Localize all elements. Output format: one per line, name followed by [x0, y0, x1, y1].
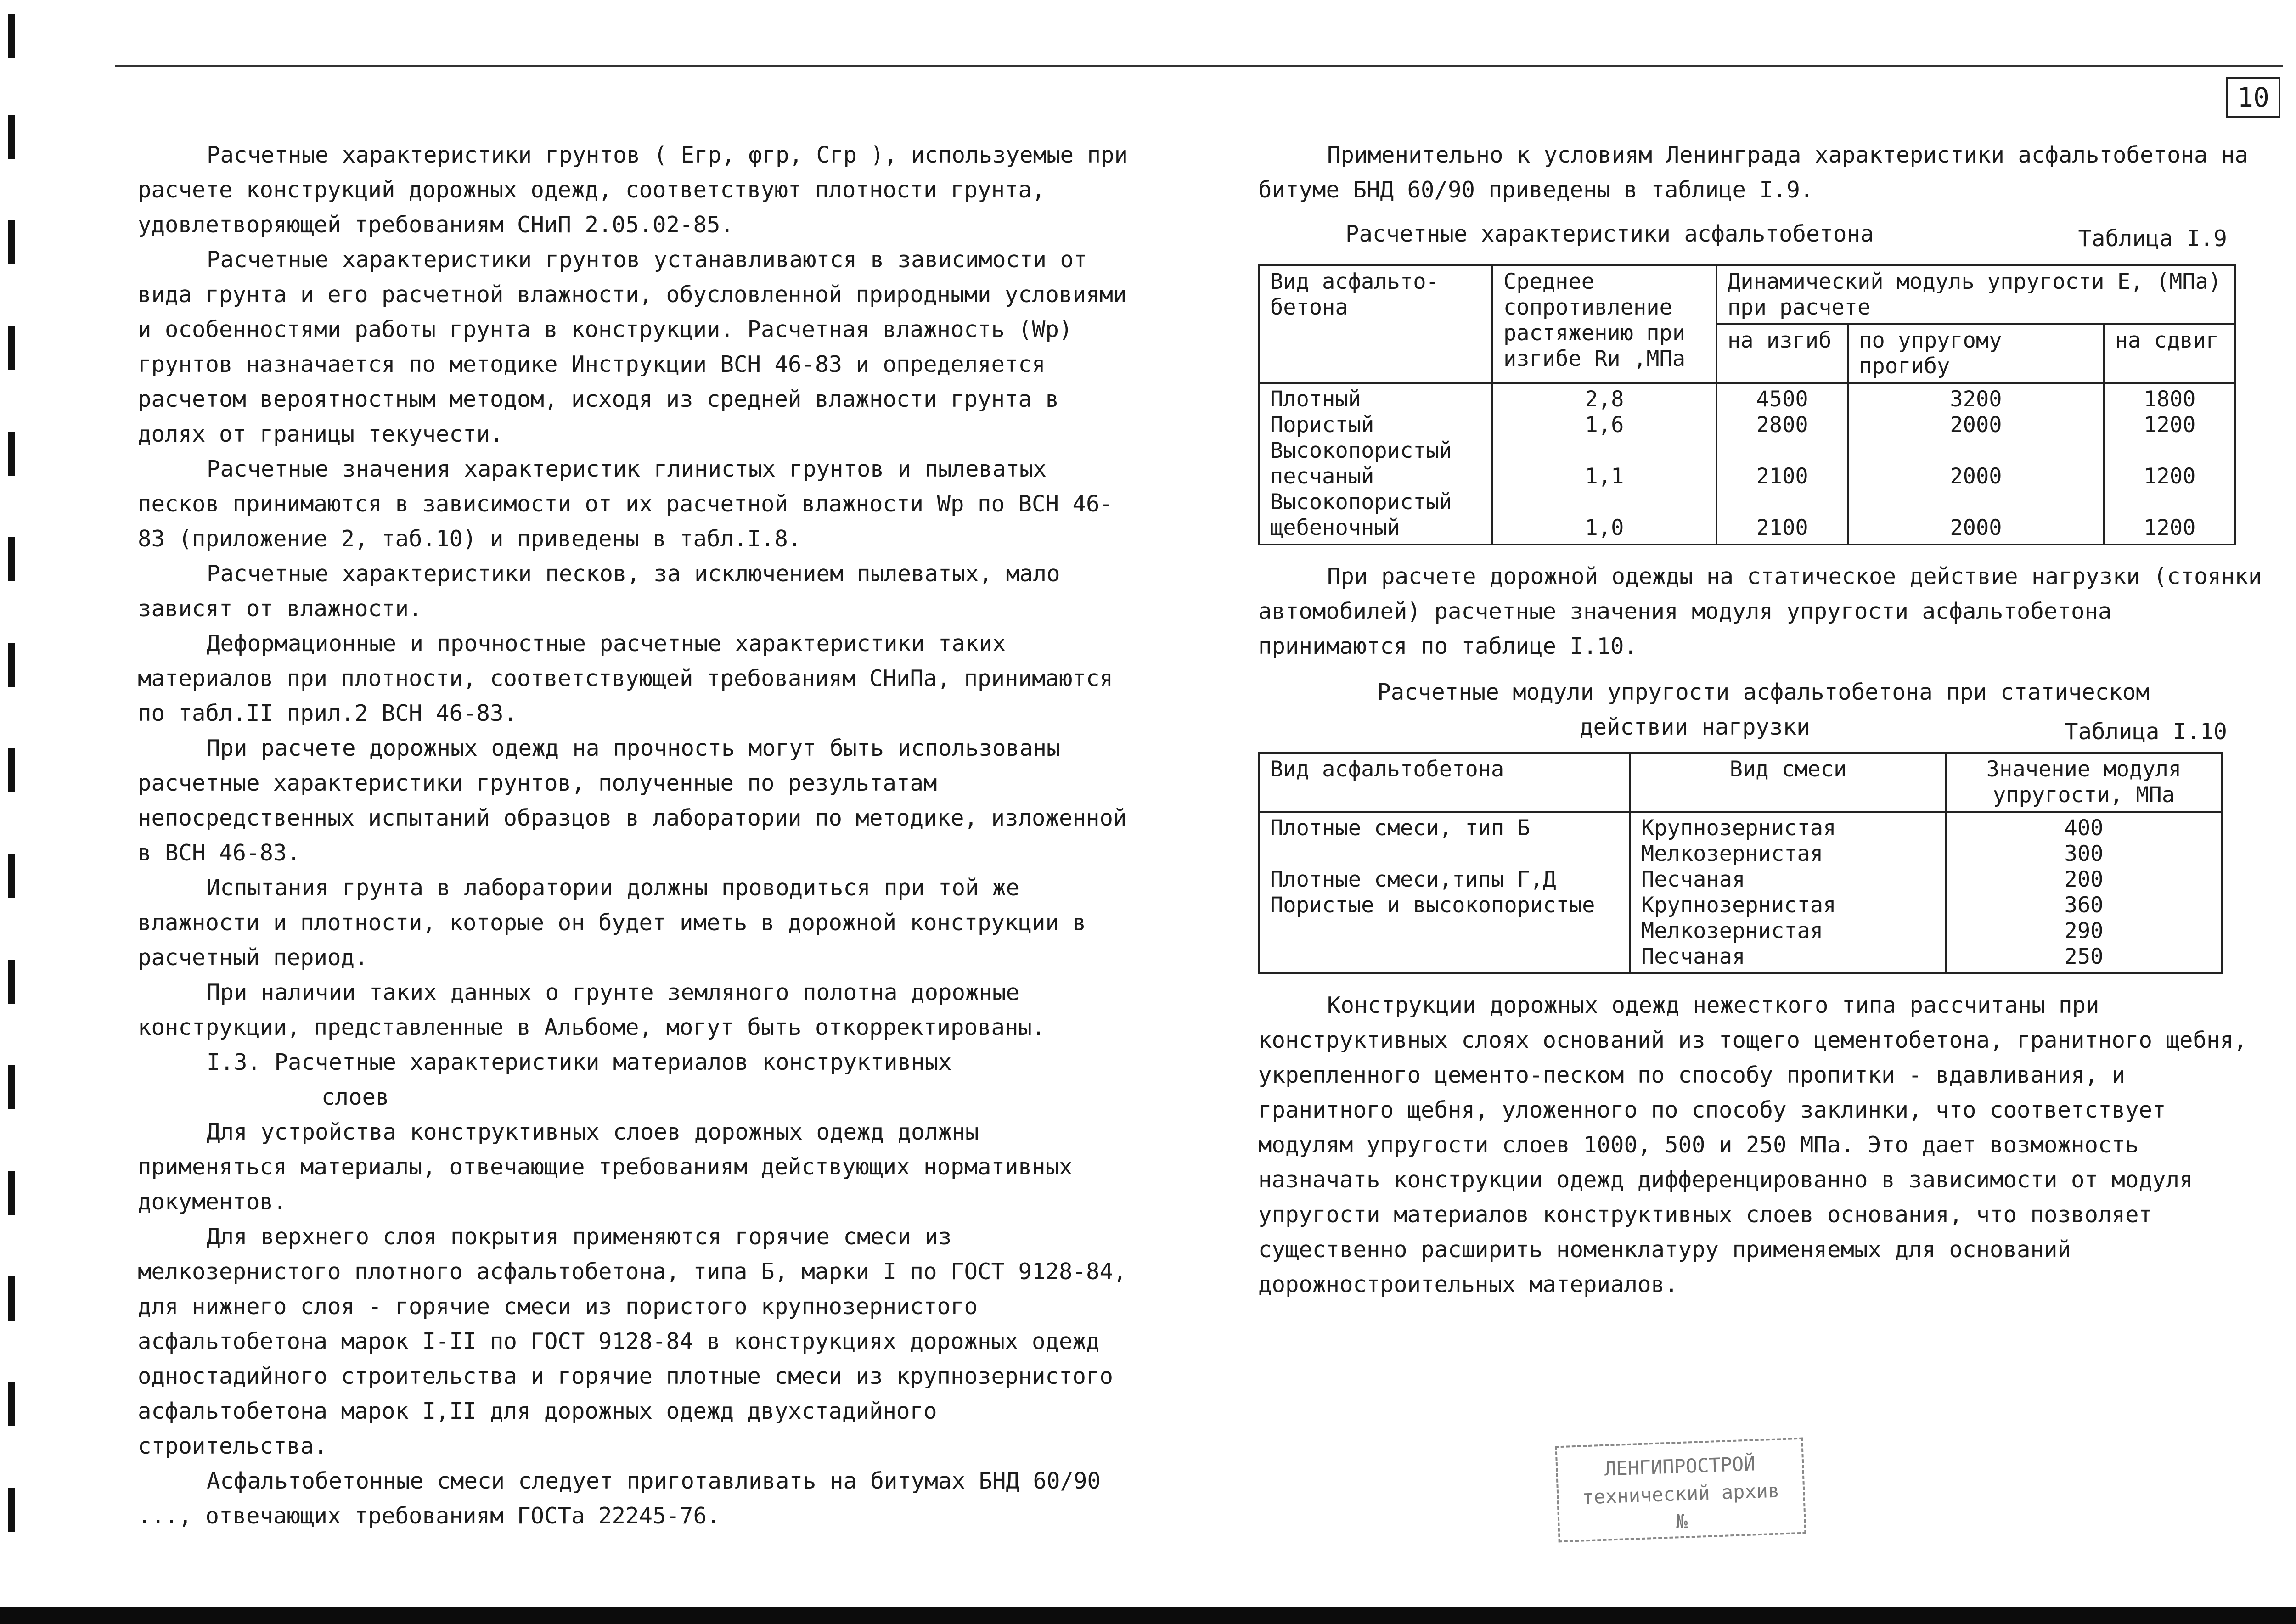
stamp-line: ЛЕНГИПРОСТРОЙ — [1604, 1452, 1756, 1480]
column-subheader: по упругому прогибу — [1848, 324, 2104, 383]
material-name: Пористый — [1270, 412, 1374, 438]
table-cell — [1848, 383, 2104, 545]
column-header: Среднее сопротивление растяжению при изгибе Rи ,МПа — [1492, 265, 1716, 383]
value: 1,6 — [1585, 412, 1624, 438]
binding-hole — [8, 326, 15, 370]
stamp-line: технический архив — [1581, 1479, 1780, 1509]
table-cell — [1716, 383, 1848, 545]
column-subheader: на изгиб — [1716, 324, 1848, 383]
left-column — [138, 138, 1142, 1534]
column-header: Значение модуля упругости, МПа — [1946, 753, 2222, 812]
asphalt-type: Плотные смеси, тип Б — [1270, 815, 1530, 841]
table-label: Таблица I.9 — [2078, 225, 2227, 252]
paragraph: Расчетные значения характеристик глинистых грунтов и пылеватых песков принимаются в зависимости от их расчетной влажности Wр по ВСН 46-83 (приложение 2, таб.10) и приведены в табл.I.8. — [138, 456, 1114, 552]
paragraph: Для верхнего слоя покрытия применяются горячие смеси из мелкозернистого плотного асфальтобетона, типа Б, марки I по ГОСТ 9128-84, для нижнего слоя - горячие смеси из пористого крупнозернистого асфальтобетона марок I-II по ГОСТ 9128-84 в конструкциях дорожных одежд одностадийного строительства и горячие плотные смеси из крупнозернистого асфальтобетона марок I,II для дорожных одежд двухстадийного строительства. — [138, 1224, 1141, 1459]
table-row — [1259, 812, 2222, 973]
table-cell — [1259, 812, 1630, 973]
table-1-10 — [1258, 752, 2223, 974]
paragraph: Расчетные характеристики песков, за исключением пылеватых, мало зависят от влажности. — [138, 561, 1074, 622]
paragraph: Деформационные и прочностные расчетные характеристики таких материалов при плотности, соответствующей требованиям СНиПа, принимаются по табл.II прил.2 ВСН 46-83. — [138, 630, 1127, 726]
table-cell — [2104, 383, 2235, 545]
value: 1200 — [2144, 464, 2196, 489]
asphalt-type-list — [1270, 815, 1619, 918]
table-header-row — [1259, 265, 2235, 324]
value: 250 — [2064, 944, 2104, 969]
binding-hole — [8, 854, 15, 898]
table-1-9-caption-row — [1258, 217, 2268, 252]
paragraph: Расчетные характеристики грунтов устанавливаются в зависимости от вида грунта и его расчетной влажности, обусловленной природными условиями и особенностями работы грунта в конструкции. Расчетная влажность (Wр) грунтов назначается по методике Инструкции ВСН 46-83 и определяется расчетом вероятностным методом, исходя из средней влажности грунта в долях от границы текучести. — [138, 247, 1141, 447]
value: 3200 — [1950, 387, 2002, 412]
table-caption: Расчетные характеристики асфальтобетона — [1345, 221, 1874, 247]
binding-hole — [8, 1382, 15, 1426]
column-header: Вид асфальтобетона — [1259, 753, 1630, 812]
mix-type: Мелкозернистая — [1641, 841, 1823, 866]
value: 2100 — [1756, 515, 1808, 540]
column-group-header: Динамический модуль упругости Е, (МПа) при расчете — [1716, 265, 2235, 324]
page-number: 10 — [2226, 77, 2280, 118]
mix-type: Мелкозернистая — [1641, 918, 1823, 944]
table-cell — [1630, 812, 1946, 973]
value: 2,8 — [1585, 387, 1624, 412]
value: 2800 — [1756, 412, 1808, 438]
table-cell — [1492, 383, 1716, 545]
material-name: Высокопористый щебеночный — [1270, 489, 1452, 540]
value: 1,0 — [1585, 515, 1624, 540]
paragraph: Асфальтобетонные смеси следует приготавливать на битумах БНД 60/90 ..., отвечающих требованиям ГОСТа 22245-76. — [138, 1468, 1114, 1529]
paragraph: Расчетные характеристики грунтов ( Егр, φгр, Cгр ), используемые при расчете конструкций дорожных одежд, соответствуют плотности грунта, удовлетворяющей требованиям СНиП 2.05.02-85. — [138, 142, 1142, 238]
stamp-line: № — [1675, 1510, 1688, 1533]
binding-hole — [8, 1171, 15, 1215]
right-column — [1258, 138, 2276, 1302]
binding-hole — [8, 537, 15, 581]
material-name: Плотный — [1270, 387, 1362, 412]
paragraph: Конструкции дорожных одежд нежесткого типа рассчитаны при конструктивных слоях оснований из тощего цементобетона, гранитного щебня, укрепленного цементо-песком по способу пропитки - вдавливания, и гранитного щебня, уложенного по способу заклинки, что соответствует модулям упругости слоев 1000, 500 и 250 МПа. Это дает возможность назначать конструкции одежд дифференцированно в зависимости от модуля упругости материалов конструктивных слоев основания, что позволяет существенно расширить номенклатуру применяемых для оснований дорожностроительных материалов. — [1258, 992, 2261, 1298]
value: 1200 — [2144, 515, 2196, 540]
table-cell — [1259, 383, 1492, 545]
paragraph: При наличии таких данных о грунте земляного полотна дорожные конструкции, представленные в Альбоме, могут быть откорректированы. — [138, 979, 1046, 1040]
table-cell — [1946, 812, 2222, 973]
header-rule — [115, 65, 2283, 67]
table-1-9 — [1258, 264, 2236, 545]
value: 1,1 — [1585, 464, 1624, 489]
value: 1200 — [2144, 412, 2196, 438]
mix-type: Песчаная — [1641, 867, 1745, 892]
paragraph: Испытания грунта в лаборатории должны проводиться при той же влажности и плотности, которые он будет иметь в дорожной конструкции в расчетный период. — [138, 875, 1100, 971]
table-caption-continued: действии нагрузки — [1580, 714, 1810, 740]
archive-stamp — [1555, 1438, 1806, 1543]
elastic-values — [1859, 387, 2093, 541]
value: 4500 — [1756, 387, 1808, 412]
mix-type-list — [1641, 815, 1935, 970]
material-name: Высокопористый песчаный — [1270, 438, 1452, 489]
value: 300 — [2064, 841, 2104, 866]
section-heading: I.3. Расчетные характеристики материалов конструктивных — [207, 1049, 952, 1075]
binding-hole — [8, 1065, 15, 1109]
table-label: Таблица I.10 — [2064, 719, 2227, 745]
asphalt-type: Пористые и высокопористые — [1270, 893, 1595, 918]
value: 2100 — [1756, 464, 1808, 489]
column-header: Вид смеси — [1630, 753, 1946, 812]
value: 200 — [2064, 867, 2104, 892]
binding-hole — [8, 14, 15, 58]
paragraph: При расчете дорожных одежд на прочность могут быть использованы расчетные характеристики грунтов, полученные по результатам непосредственных испытаний образцов в лаборатории по методике, изложенной в ВСН 46-83. — [138, 735, 1141, 866]
column-header: Вид асфальто-бетона — [1259, 265, 1492, 383]
value: 2000 — [1950, 412, 2002, 438]
binding-hole — [8, 432, 15, 476]
mix-type: Крупнозернистая — [1641, 893, 1836, 918]
binding-hole — [8, 115, 15, 159]
table-header-row — [1259, 753, 2222, 812]
binding-hole — [8, 1276, 15, 1321]
value: 360 — [2064, 893, 2104, 918]
scan-edge-band — [0, 1607, 2296, 1624]
asphalt-type: Плотные смеси,типы Г,Д — [1270, 867, 1556, 892]
binding-hole — [8, 748, 15, 792]
value: 290 — [2064, 918, 2104, 944]
column-subheader: на сдвиг — [2104, 324, 2235, 383]
value: 2000 — [1950, 515, 2002, 540]
paragraph: При расчете дорожной одежды на статическое действие нагрузки (стоянки автомобилей) расчетные значения модуля упругости асфальтобетона принимаются по таблице I.10. — [1258, 563, 2276, 659]
value: 1800 — [2144, 387, 2196, 412]
binding-hole — [8, 960, 15, 1004]
table-row — [1259, 383, 2235, 545]
binding-hole — [8, 1488, 15, 1532]
table-1-10-caption-row — [1258, 710, 2268, 745]
table-caption: Расчетные модули упругости асфальтобетона при статическом — [1377, 679, 2150, 705]
material-name-list — [1270, 387, 1481, 541]
shear-values — [2115, 387, 2224, 541]
mix-type: Песчаная — [1641, 944, 1745, 969]
bend-values — [1728, 387, 1837, 541]
paragraph: Для устройства конструктивных слоев дорожных одежд должны применяться материалы, отвечающие требованиям действующих нормативных документов. — [138, 1119, 1086, 1215]
intro-paragraph: Применительно к условиям Ленинграда характеристики асфальтобетона на битуме БНД 60/90 приведены в таблице I.9. — [1258, 142, 2262, 203]
value: 2000 — [1950, 464, 2002, 489]
section-heading-continued: слоев — [321, 1084, 389, 1110]
resistance-values — [1503, 387, 1705, 541]
binding-hole — [8, 643, 15, 687]
mix-type: Крупнозернистая — [1641, 815, 1836, 841]
binding-hole — [8, 220, 15, 264]
modulus-values — [1957, 815, 2211, 970]
value: 400 — [2064, 815, 2104, 841]
